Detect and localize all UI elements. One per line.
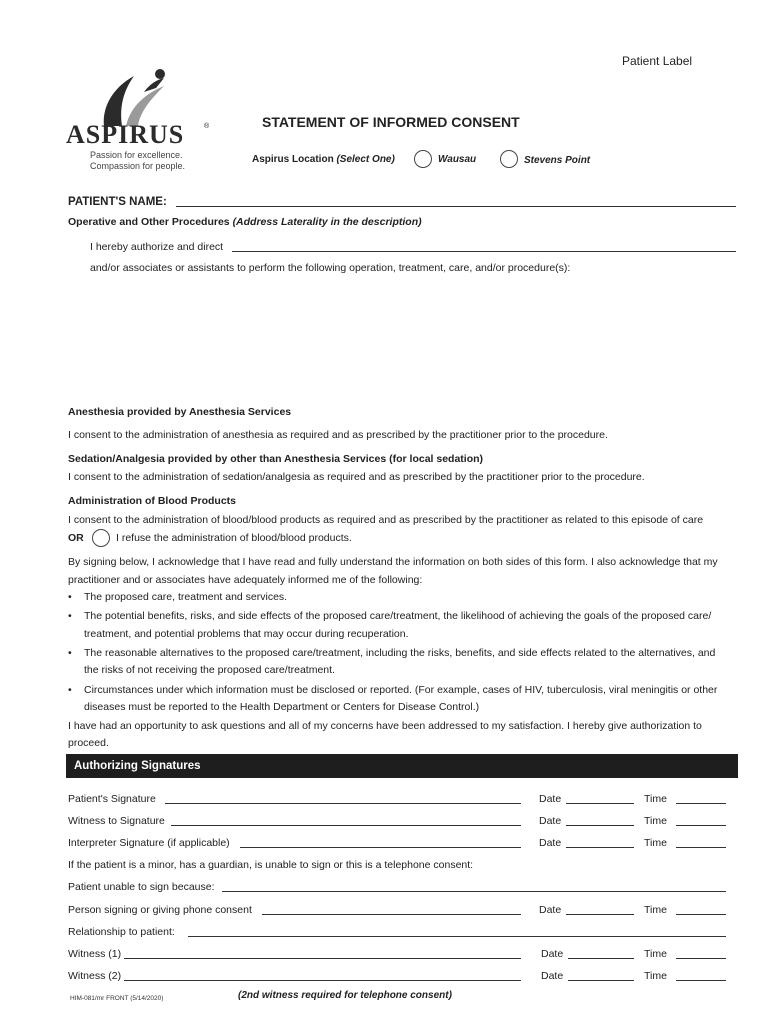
form-code: HIM-081/mr FRONT (5/14/2020) [70,995,164,1002]
witness-1-label: Witness (1) [68,948,122,960]
associates-text: and/or associates or assistants to perform the following operation, treatment, care, and/or procedure(s): [90,262,571,274]
time-label: Time [644,793,667,805]
interpreter-signature-field[interactable] [240,847,521,848]
aspirus-figure-icon [64,68,214,128]
procedures-heading: Operative and Other Procedures (Address Laterality in the description) [68,216,422,228]
bullet-icon: • [68,591,72,603]
refuse-blood-text: I refuse the administration of blood/blood products. [116,532,352,544]
patient-time-field[interactable] [676,803,726,804]
acknowledge-bullet-4a: Circumstances under which information must be disclosed or reported. (For example, cases of HIV, tuberculosis, viral meningitis or other [84,684,718,696]
practitioner-field[interactable] [232,251,736,252]
witness-signature-label: Witness to Signature [68,815,165,827]
second-witness-note: (2nd witness required for telephone consent) [238,990,452,1001]
patient-name-field[interactable] [176,206,736,207]
acknowledge-line-2: practitioner and or associates have adequately informed me of the following: [68,574,423,586]
witness-2-label: Witness (2) [68,970,122,982]
authorizing-signatures-header [66,754,738,778]
witness-1-date-field[interactable] [568,958,634,959]
time-label: Time [644,815,667,827]
time-label: Time [644,837,667,849]
patient-signature-field[interactable] [165,803,521,804]
phone-consent-label: Person signing or giving phone consent [68,904,252,916]
patient-signature-label: Patient's Signature [68,793,156,805]
blood-heading: Administration of Blood Products [68,495,236,507]
unable-to-sign-label: Patient unable to sign because: [68,881,215,893]
sedation-heading: Sedation/Analgesia provided by other than Anesthesia Services (for local sedation) [68,453,484,465]
patient-name-label: PATIENT'S NAME: [68,196,167,208]
acknowledge-line-1: By signing below, I acknowledge that I have read and fully understand the information on both sides of this form. I also acknowledge that my [68,556,718,568]
witness-signature-field[interactable] [171,825,521,826]
relationship-label: Relationship to patient: [68,926,175,938]
location-wausau-radio[interactable] [414,150,432,168]
phone-date-field[interactable] [566,914,634,915]
acknowledge-bullet-3a: The reasonable alternatives to the proposed care/treatment, including the risks, benefits, and side effects related to the alternatives, and [84,647,716,659]
date-label: Date [541,948,564,960]
patient-label: Patient Label [622,54,693,68]
acknowledge-bullet-4b: diseases must be reported to the Health Department or Centers for Disease Control.) [84,701,480,713]
witness-2-field[interactable] [124,980,521,981]
minor-note: If the patient is a minor, has a guardian, is unable to sign or this is a telephone consent: [68,859,474,871]
witness-time-field[interactable] [676,825,726,826]
acknowledge-bullet-2b: treatment, and potential problems that may occur during recuperation. [84,628,409,640]
logo-tagline-2: Compassion for people. [90,161,186,171]
acknowledge-bullet-3b: the risks of not receiving the proposed care/treatment. [84,664,335,676]
patient-date-field[interactable] [566,803,634,804]
logo-brand: ASPIRUS [66,120,185,149]
date-label: Date [541,970,564,982]
date-label: Date [539,793,562,805]
unable-to-sign-field[interactable] [222,891,726,892]
closing-line-1: I have had an opportunity to ask questions and all of my concerns have been addressed to my satisfaction. I hereby give authorization to [68,720,702,732]
interpreter-date-field[interactable] [566,847,634,848]
witness-2-date-field[interactable] [568,980,634,981]
witness-1-time-field[interactable] [676,958,726,959]
location-stevens-point-label: Stevens Point [524,155,591,166]
anesthesia-heading: Anesthesia provided by Anesthesia Services [68,406,292,418]
witness-2-time-field[interactable] [676,980,726,981]
or-label: OR [68,532,84,544]
sedation-text: I consent to the administration of sedation/analgesia as required and as prescribed by the practitioner prior to the procedure. [68,471,645,483]
procedure-description-area[interactable] [90,280,736,400]
logo-tagline-1: Passion for excellence. [90,150,183,160]
phone-consent-field[interactable] [262,914,521,915]
authorize-text: I hereby authorize and direct [90,241,224,253]
witness-1-field[interactable] [124,958,521,959]
interpreter-time-field[interactable] [676,847,726,848]
witness-date-field[interactable] [566,825,634,826]
acknowledge-bullet-1: The proposed care, treatment and services. [84,591,288,603]
location-stevens-point-radio[interactable] [500,150,518,168]
time-label: Time [644,948,667,960]
blood-consent-text: I consent to the administration of blood/blood products as required and as prescribed by the practitioner as related to this episode of care [68,514,704,526]
date-label: Date [539,904,562,916]
authorizing-signatures-title: Authorizing Signatures [74,760,201,772]
bullet-icon: • [68,647,72,659]
interpreter-signature-label: Interpreter Signature (if applicable) [68,837,230,849]
location-label: Aspirus Location (Select One) [252,154,395,165]
time-label: Time [644,904,667,916]
bullet-icon: • [68,684,72,696]
bullet-icon: • [68,610,72,622]
relationship-field[interactable] [188,936,726,937]
form-title: STATEMENT OF INFORMED CONSENT [262,114,520,130]
location-wausau-label: Wausau [438,154,477,165]
date-label: Date [539,837,562,849]
registered-mark: ® [204,123,210,130]
date-label: Date [539,815,562,827]
closing-line-2: proceed. [68,737,109,749]
acknowledge-bullet-2a: The potential benefits, risks, and side effects of the proposed care/treatment, the likelihood of achieving the goals of the proposed care/ [84,610,712,622]
time-label: Time [644,970,667,982]
phone-time-field[interactable] [676,914,726,915]
anesthesia-text: I consent to the administration of anesthesia as required and as prescribed by the practitioner prior to the procedure. [68,429,608,441]
refuse-blood-radio[interactable] [92,529,110,547]
aspirus-logo [64,68,214,174]
